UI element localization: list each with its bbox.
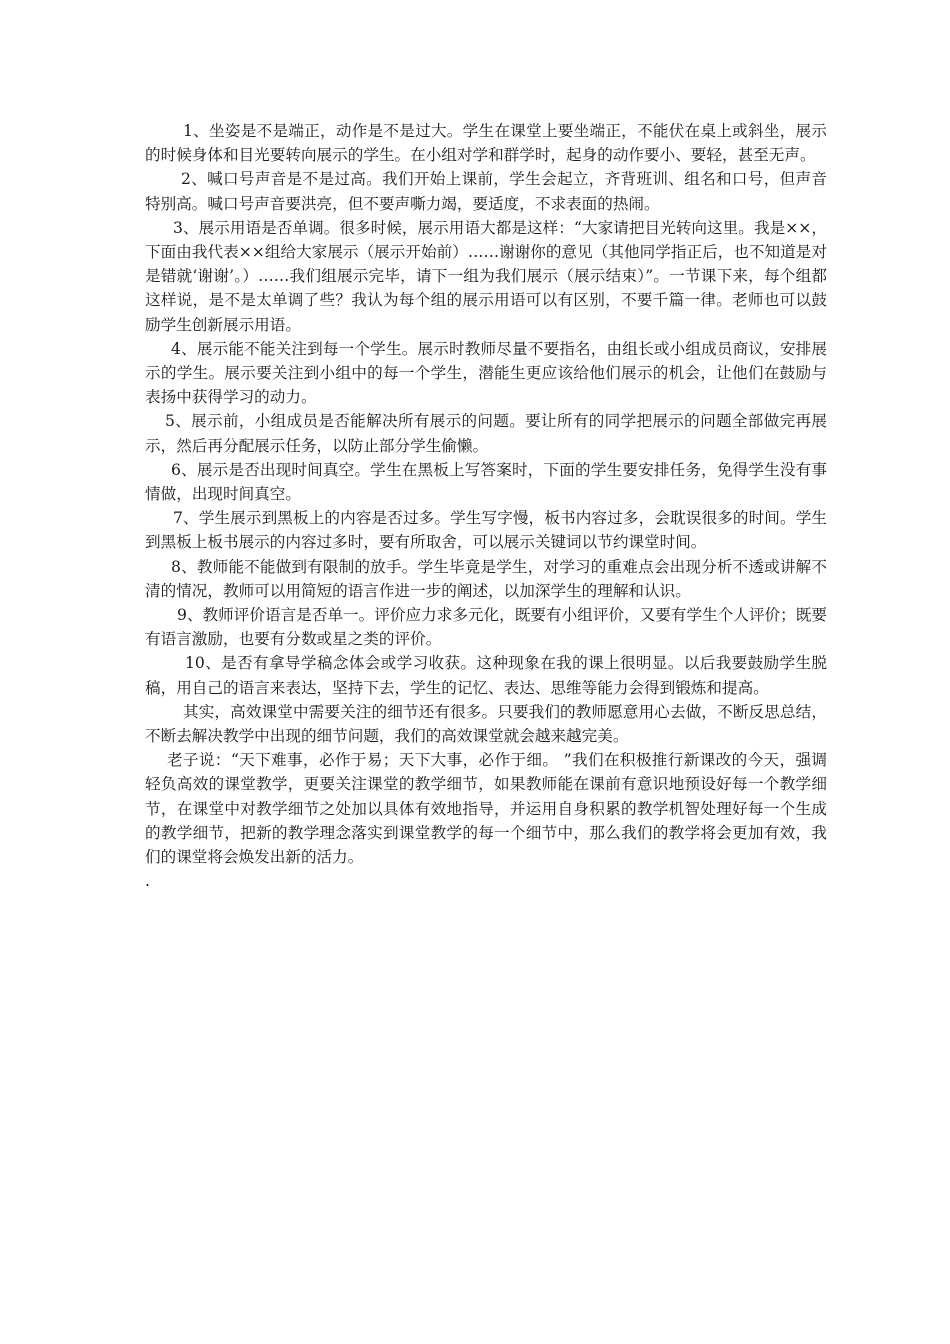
paragraph-8-teacher-guidance: 8、教师能不能做到有限制的放手。学生毕竟是学生，对学习的重难点会出现分析不透或讲解不清的情况，教师可以用简短的语言作进一步的阐述，以加深学生的理解和认识。 — [145, 557, 827, 600]
paragraph-4-attention-to-every-student: 4、展示能不能关注到每一个学生。展示时教师尽量不要指名，由组长或小组成员商议，安排展示的学生。展示要关注到小组中的每一个学生，潜能生更应该给他们展示的机会，让他们在鼓励与表扬中获得学习的动力。 — [145, 339, 827, 407]
document-body — [145, 119, 827, 893]
paragraph-1-posture: 1、坐姿是不是端正，动作是不是过大。学生在课堂上要坐端正，不能伏在桌上或斜坐，展示的时候身体和目光要转向展示的学生。在小组对学和群学时，起身的动作要小、要轻，甚至无声。 — [145, 122, 827, 165]
paragraph-summary: 其实，高效课堂中需要关注的细节还有很多。只要我们的教师愿意用心去做，不断反思总结，不断去解决教学中出现的细节问题，我们的高效课堂就会越来越完美。 — [145, 702, 827, 746]
paragraph-3-presentation-language: 3、展示用语是否单调。很多时候，展示用语大都是这样：“大家请把目光转向这里。我是××，下面由我代表××组给大家展示（展示开始前）……谢谢你的意见（其他同学指正后，也不知道是对是错就‘谢谢’。）……我们组展示完毕，请下一组为我们展示（展示结束）”。一节课下来，每个组都这样说，是不是太单调了些？我认为每个组的展示用语可以有区别，不要千篇一律。老师也可以鼓励学生创新展示用语。 — [145, 218, 827, 334]
paragraph-2-slogan-volume: 2、喊口号声音是不是过高。我们开始上课前，学生会起立，齐背班训、组名和口号，但声音特别高。喊口号声音要洪亮，但不要声嘶力竭，要适度，不求表面的热闹。 — [145, 170, 827, 213]
paragraph-5-group-preparation: 5、展示前，小组成员是否能解决所有展示的问题。要让所有的同学把展示的问题全部做完再展示，然后再分配展示任务，以防止部分学生偷懒。 — [145, 412, 827, 455]
trailing-mark: . — [145, 872, 150, 891]
paragraph-9-evaluation-language: 9、教师评价语言是否单一。评价应力求多元化，既要有小组评价，又要有学生个人评价；既要有语言激励，也要有分数或星之类的评价。 — [145, 606, 827, 649]
paragraph-10-reading-guide: 10、是否有拿导学稿念体会或学习收获。这种现象在我的课上很明显。以后我要鼓励学生脱稿，用自己的语言来表达，坚持下去，学生的记忆、表达、思维等能力会得到锻炼和提高。 — [145, 654, 827, 697]
paragraph-conclusion-laozi: 老子说：“天下难事，必作于易；天下大事，必作于细。 ”我们在积极推行新课改的今天，强调轻负高效的课堂教学，更要关注课堂的教学细节，如果教师能在课前有意识地预设好每一个教学细节，在课堂中对教学细节之处加以具体有效地指导，并运用自身积累的教学机智处理好每一个生成的教学细节，把新的教学理念落实到课堂教学的每一个细节中，那么我们的教学将会更加有效，我们的课堂将会焕发出新的活力。 — [145, 751, 827, 867]
paragraph-6-time-vacuum: 6、展示是否出现时间真空。学生在黑板上写答案时，下面的学生要安排任务，免得学生没有事情做，出现时间真空。 — [145, 460, 827, 504]
paragraph-7-blackboard-content: 7、学生展示到黑板上的内容是否过多。学生写字慢，板书内容过多，会耽误很多的时间。学生到黑板上板书展示的内容过多时，要有所取舍，可以展示关键词以节约课堂时间。 — [145, 509, 827, 552]
